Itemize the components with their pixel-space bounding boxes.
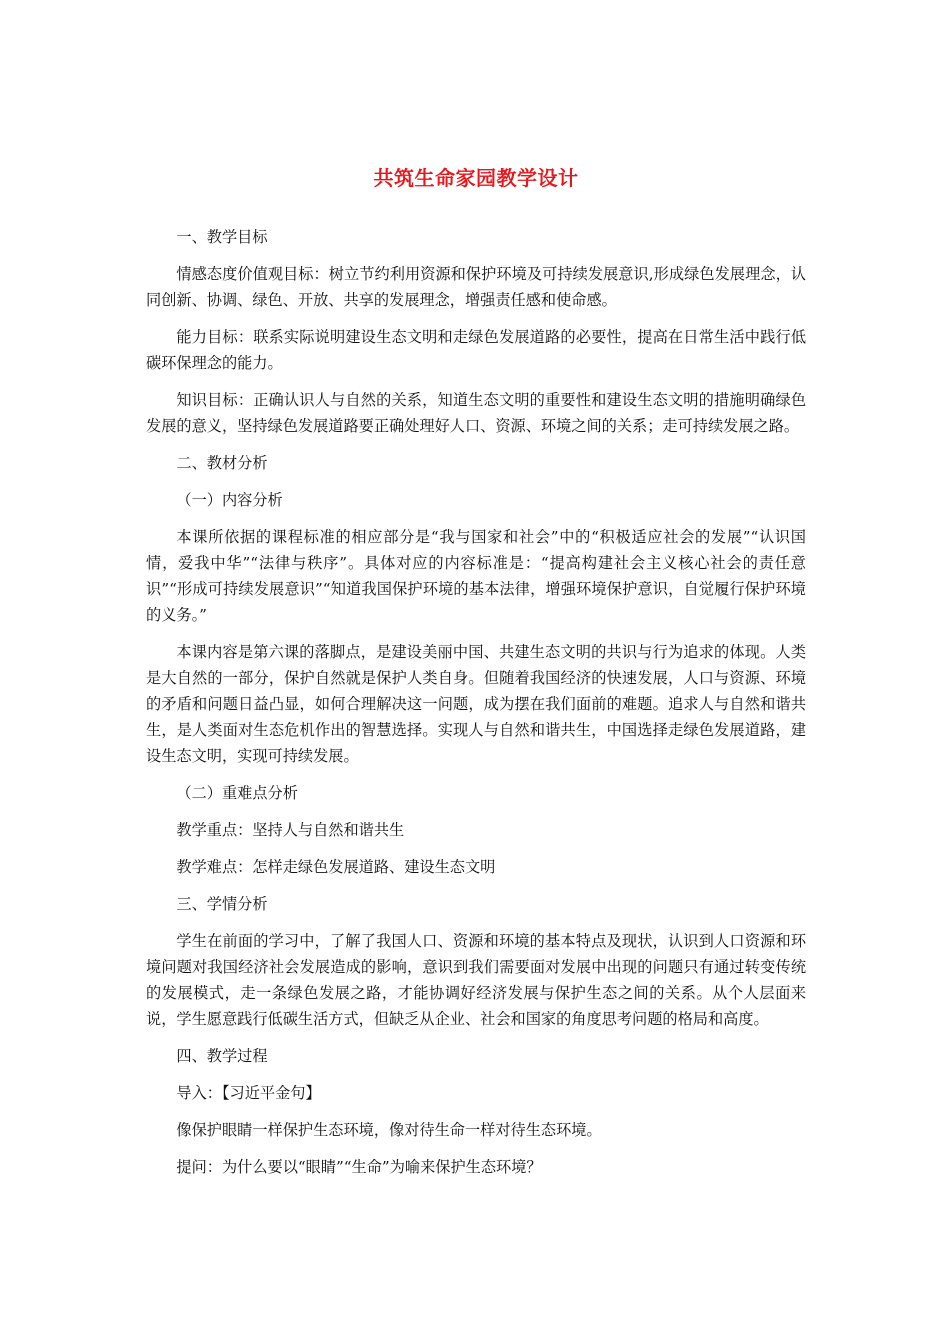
paragraph-introduction: 导入：【习近平金句】 — [176, 1084, 321, 1102]
paragraph-quote: 像保护眼睛一样保护生态环境，像对待生命一样对待生态环境。 — [176, 1121, 602, 1139]
subheading-content-analysis: （一）内容分析 — [176, 491, 283, 509]
heading-student-analysis: 三、学情分析 — [176, 895, 268, 913]
paragraph-knowledge-objective: 知识目标：正确认识人与自然的关系，知道生态文明的重要性和建设生态文明的措施明确绿色发展的意义，坚持绿色发展道路要正确处理好人口、资源、环境之间的关系；走可持续发展之路。 — [146, 391, 806, 435]
paragraph-question: 提问：为什么要以“眼睛”“生命”为喻来保护生态环境？ — [176, 1158, 542, 1176]
subheading-key-difficult-points: （二）重难点分析 — [176, 784, 298, 802]
paragraph-key-point: 教学重点：坚持人与自然和谐共生 — [176, 821, 405, 839]
paragraph-emotion-objective: 情感态度价值观目标：树立节约利用资源和保护环境及可持续发展意识,形成绿色发展理念，认同创新、协调、绿色、开放、共享的发展理念，增强责任感和使命感。 — [146, 265, 806, 309]
document-body — [146, 224, 806, 1191]
paragraph-student-analysis: 学生在前面的学习中，了解了我国人口、资源和环境的基本特点及现状，认识到人口资源和环境问题对我国经济社会发展造成的影响，意识到我们需要面对发展中出现的问题只有通过转变传统的发展模式，走一条绿色发展之路，才能协调好经济发展与保护生态之间的关系。从个人层面来说，学生愿意践行低碳生活方式，但缺乏从企业、社会和国家的角度思考问题的格局和高度。 — [146, 932, 806, 1028]
paragraph-lesson-content: 本课内容是第六课的落脚点，是建设美丽中国、共建生态文明的共识与行为追求的体现。人类是大自然的一部分，保护自然就是保护人类自身。但随着我国经济的快速发展，人口与资源、环境的矛盾和问题日益凸显，如何合理解决这一问题，成为摆在我们面前的难题。追求人与自然和谐共生，是人类面对生态危机作出的智慧选择。实现人与自然和谐共生，中国选择走绿色发展道路，建设生态文明，实现可持续发展。 — [146, 643, 806, 765]
paragraph-ability-objective: 能力目标：联系实际说明建设生态文明和走绿色发展道路的必要性，提高在日常生活中践行低碳环保理念的能力。 — [146, 328, 806, 372]
heading-teaching-process: 四、教学过程 — [176, 1047, 268, 1065]
paragraph-curriculum-standard: 本课所依据的课程标准的相应部分是“我与国家和社会”中的“积极适应社会的发展”“认识国情，爱我中华”“法律与秩序”。具体对应的内容标准是：“提高构建社会主义核心社会的责任意识”“形成可持续发展意识”“知道我国保护环境的基本法律，增强环境保护意识，自觉履行保护环境的义务。” — [146, 528, 806, 624]
heading-textbook-analysis: 二、教材分析 — [176, 454, 268, 472]
paragraph-difficult-point: 教学难点：怎样走绿色发展道路、建设生态文明 — [176, 858, 496, 876]
document-title: 共筑生命家园教学设计 — [373, 166, 579, 190]
heading-teaching-objectives: 一、教学目标 — [176, 228, 268, 246]
